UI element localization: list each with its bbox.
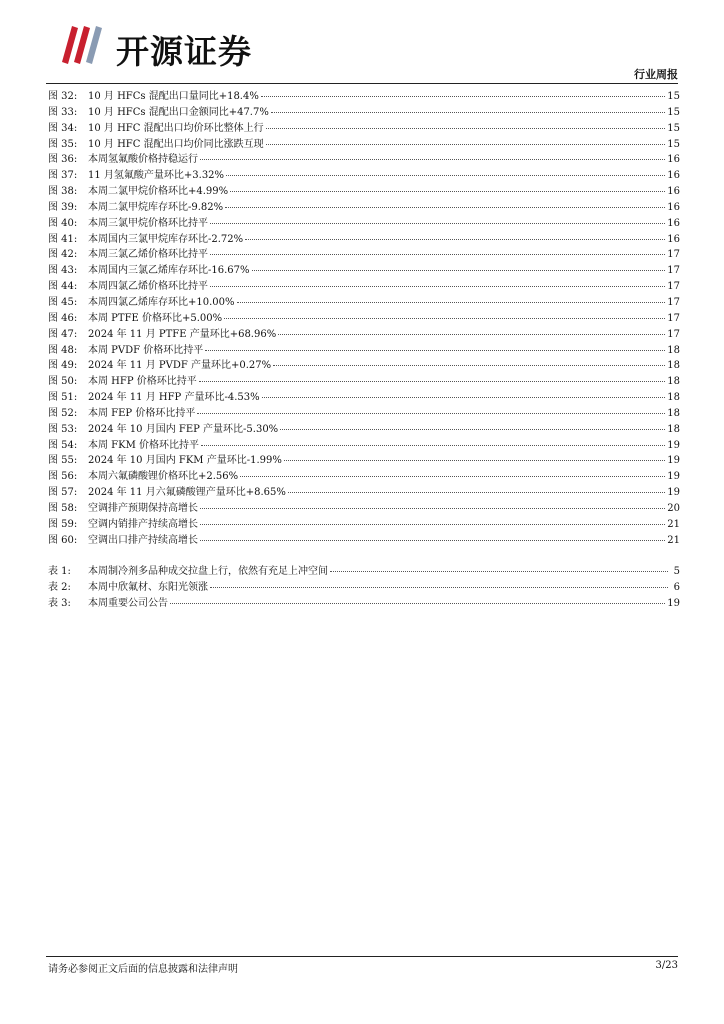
- dot-leader: [224, 317, 665, 319]
- figure-title: 11 月氢氟酸产量环比+3.32%: [88, 170, 225, 182]
- dot-leader: [280, 428, 665, 430]
- figure-entry[interactable]: [48, 216, 680, 232]
- figure-title: 2024 年 11 月六氟磷酸锂产量环比+8.65%: [88, 487, 286, 499]
- figure-title: 2024 年 11 月 PVDF 产量环比+0.27%: [88, 360, 272, 372]
- page-number: 3/23: [655, 960, 678, 971]
- figure-label: 图 36:: [48, 154, 78, 166]
- figure-page: 17: [667, 312, 680, 324]
- figure-title: 空调出口排产持续高增长: [88, 534, 198, 546]
- dot-leader: [210, 253, 665, 255]
- dot-leader: [245, 238, 665, 240]
- figure-page: 18: [667, 376, 680, 388]
- table-title: 本周制冷剂多品种成交拉盘上行，依然有充足上冲空间: [88, 566, 328, 577]
- table-entry[interactable]: [48, 580, 680, 596]
- footer-divider: [46, 956, 678, 957]
- figure-label: 图 50:: [48, 376, 78, 388]
- dot-leader: [225, 206, 665, 208]
- figure-page: 16: [667, 201, 680, 213]
- dot-leader: [205, 349, 665, 351]
- figure-title: 空调内销排产持续高增长: [88, 518, 198, 530]
- dot-leader: [261, 95, 665, 97]
- figure-entry[interactable]: [48, 121, 680, 137]
- figure-label: 图 47:: [48, 328, 78, 340]
- header-divider: [46, 83, 678, 84]
- figure-page: 19: [667, 471, 680, 483]
- kaiyuan-logo-icon: [58, 22, 110, 66]
- figure-label: 图 39:: [48, 201, 78, 213]
- dot-leader: [266, 143, 666, 145]
- figure-page: 16: [667, 170, 680, 182]
- figure-title: 2024 年 10 月国内 FKM 产量环比-1.99%: [88, 455, 282, 467]
- figure-title: 2024 年 11 月 PTFE 产量环比+68.96%: [88, 328, 277, 340]
- figure-title: 10 月 HFCs 混配出口金额同比+47.7%: [88, 106, 269, 118]
- figure-title: 本周六氟磷酸锂价格环比+2.56%: [88, 471, 239, 483]
- dot-leader: [230, 190, 665, 192]
- table-title: 本周中欣氟材、东阳光领涨: [88, 581, 208, 593]
- figure-entry[interactable]: [48, 438, 680, 454]
- figure-entry[interactable]: [48, 200, 680, 216]
- dot-leader: [330, 570, 668, 572]
- header-logo: [58, 22, 298, 71]
- figure-entry[interactable]: [48, 105, 680, 121]
- figure-label: 图 34:: [48, 122, 78, 134]
- figure-entry[interactable]: [48, 152, 680, 168]
- figure-label: 图 41:: [48, 233, 78, 245]
- figure-entry[interactable]: [48, 279, 680, 295]
- figure-entry[interactable]: [48, 327, 680, 343]
- figure-label: 图 44:: [48, 281, 78, 293]
- table-label: 表 3:: [48, 597, 71, 609]
- table-list: [48, 564, 680, 612]
- figure-label: 图 38:: [48, 186, 78, 198]
- figure-page: 15: [667, 138, 680, 150]
- figure-entry[interactable]: [48, 406, 680, 422]
- figure-label: 图 45:: [48, 296, 78, 308]
- dot-leader: [200, 523, 665, 525]
- dot-leader: [284, 459, 665, 461]
- figure-label: 图 37:: [48, 170, 78, 182]
- figure-label: 图 52:: [48, 407, 78, 419]
- table-entry[interactable]: [48, 596, 680, 612]
- table-page: 6: [673, 581, 680, 593]
- dot-leader: [170, 602, 665, 604]
- figure-title: 本周二氯甲烷价格环比+4.99%: [88, 186, 229, 198]
- figure-page: 17: [667, 281, 680, 293]
- figure-label: 图 59:: [48, 518, 78, 530]
- figure-title: 本周 PTFE 价格环比+5.00%: [88, 312, 223, 324]
- figure-page: 16: [667, 217, 680, 229]
- figure-entry[interactable]: [48, 184, 680, 200]
- figure-title: 本周二氯甲烷库存环比-9.82%: [88, 201, 224, 213]
- figure-title: 本周 PVDF 价格环比持平: [88, 344, 204, 356]
- figure-label: 图 33:: [48, 106, 78, 118]
- figure-label: 图 60:: [48, 534, 78, 546]
- figure-label: 图 40:: [48, 217, 78, 229]
- dot-leader: [240, 475, 665, 477]
- figure-page: 18: [667, 360, 680, 372]
- figure-page: 15: [667, 122, 680, 134]
- figure-page: 16: [667, 233, 680, 245]
- figure-page: 18: [667, 392, 680, 404]
- figure-entry[interactable]: [48, 168, 680, 184]
- figure-label: 图 53:: [48, 423, 78, 435]
- dot-leader: [252, 269, 666, 271]
- dot-leader: [210, 222, 665, 224]
- figure-entry[interactable]: [48, 295, 680, 311]
- figure-label: 图 55:: [48, 455, 78, 467]
- dot-leader: [201, 444, 665, 446]
- dot-leader: [199, 380, 666, 382]
- figure-title: 本周四氯乙烯价格环比持平: [88, 281, 208, 293]
- figure-page: 17: [667, 328, 680, 340]
- figure-title: 本周三氯甲烷价格环比持平: [88, 217, 208, 229]
- figure-label: 图 35:: [48, 138, 78, 150]
- dot-leader: [237, 301, 666, 303]
- table-page: 5: [673, 566, 680, 577]
- figure-page: 19: [667, 439, 680, 451]
- figure-page: 18: [667, 407, 680, 419]
- figure-entry[interactable]: [48, 517, 680, 533]
- figure-title: 2024 年 11 月 HFP 产量环比-4.53%: [88, 392, 260, 404]
- figure-page: 15: [667, 91, 680, 102]
- dot-leader: [278, 333, 665, 335]
- figure-title: 2024 年 10 月国内 FEP 产量环比-5.30%: [88, 423, 279, 435]
- figure-label: 图 51:: [48, 392, 78, 404]
- table-label: 表 2:: [48, 581, 71, 593]
- figure-title: 本周氢氟酸价格持稳运行: [88, 154, 198, 166]
- table-page: 19: [667, 597, 680, 609]
- figure-entry[interactable]: [48, 247, 680, 263]
- figure-label: 图 42:: [48, 249, 78, 261]
- figure-entry[interactable]: [48, 343, 680, 359]
- figure-page: 16: [667, 186, 680, 198]
- figure-entry[interactable]: [48, 501, 680, 517]
- dot-leader: [266, 127, 666, 129]
- dot-leader: [288, 491, 665, 493]
- figure-entry[interactable]: [48, 453, 680, 469]
- figure-entry[interactable]: [48, 232, 680, 248]
- figure-page: 20: [667, 502, 680, 514]
- table-entry[interactable]: [48, 564, 680, 580]
- dot-leader: [226, 174, 665, 176]
- figure-label: 图 56:: [48, 471, 78, 483]
- table-label: 表 1:: [48, 566, 71, 577]
- figure-label: 图 48:: [48, 344, 78, 356]
- dot-leader: [200, 507, 665, 509]
- figure-page: 17: [667, 249, 680, 261]
- figure-title: 本周国内三氯甲烷库存环比-2.72%: [88, 233, 244, 245]
- figure-page: 15: [667, 106, 680, 118]
- dot-leader: [200, 158, 665, 160]
- dot-leader: [262, 396, 666, 398]
- dot-leader: [210, 586, 668, 588]
- figure-label: 图 32:: [48, 91, 78, 102]
- brand-name: 开源证券: [116, 32, 252, 71]
- figure-label: 图 49:: [48, 360, 78, 372]
- figure-label: 图 58:: [48, 502, 78, 514]
- figure-page: 19: [667, 455, 680, 467]
- figure-title: 10 月 HFC 混配出口均价同比涨跌互现: [88, 138, 264, 150]
- figure-title: 本周 FKM 价格环比持平: [88, 439, 200, 451]
- figure-label: 图 57:: [48, 487, 78, 499]
- figure-page: 21: [667, 534, 680, 546]
- figure-page: 16: [667, 154, 680, 166]
- footer-disclaimer: 请务必参阅正文后面的信息披露和法律声明: [48, 964, 238, 975]
- dot-leader: [197, 412, 665, 414]
- figure-entry[interactable]: [48, 263, 680, 279]
- figure-entry[interactable]: [48, 485, 680, 501]
- figure-title: 本周 HFP 价格环比持平: [88, 376, 197, 388]
- dot-leader: [210, 285, 665, 287]
- figure-page: 18: [667, 344, 680, 356]
- figure-entry[interactable]: [48, 469, 680, 485]
- dot-leader: [200, 539, 665, 541]
- document-type: 行业周报: [634, 68, 678, 81]
- figure-title: 本周 FEP 价格环比持平: [88, 407, 196, 419]
- figure-label: 图 54:: [48, 439, 78, 451]
- figure-page: 18: [667, 423, 680, 435]
- figure-entry[interactable]: [48, 533, 680, 549]
- figure-entry[interactable]: [48, 89, 680, 105]
- figure-entry[interactable]: [48, 390, 680, 406]
- figure-entry[interactable]: [48, 137, 680, 153]
- figure-list: [48, 89, 680, 548]
- figure-title: 10 月 HFC 混配出口均价环比整体上行: [88, 122, 264, 134]
- figure-page: 21: [667, 518, 680, 530]
- figure-title: 空调排产预期保持高增长: [88, 502, 198, 514]
- figure-label: 图 43:: [48, 265, 78, 277]
- figure-label: 图 46:: [48, 312, 78, 324]
- figure-entry[interactable]: [48, 358, 680, 374]
- figure-title: 10 月 HFCs 混配出口量同比+18.4%: [88, 91, 259, 102]
- figure-page: 19: [667, 487, 680, 499]
- figure-entry[interactable]: [48, 374, 680, 390]
- figure-page: 17: [667, 296, 680, 308]
- dot-leader: [271, 111, 665, 113]
- figure-entry[interactable]: [48, 422, 680, 438]
- figure-entry[interactable]: [48, 311, 680, 327]
- figure-title: 本周四氯乙烯库存环比+10.00%: [88, 296, 235, 308]
- dot-leader: [273, 364, 665, 366]
- figure-title: 本周国内三氯乙烯库存环比-16.67%: [88, 265, 250, 277]
- figure-page: 17: [667, 265, 680, 277]
- figure-title: 本周三氯乙烯价格环比持平: [88, 249, 208, 261]
- table-title: 本周重要公司公告: [88, 597, 168, 609]
